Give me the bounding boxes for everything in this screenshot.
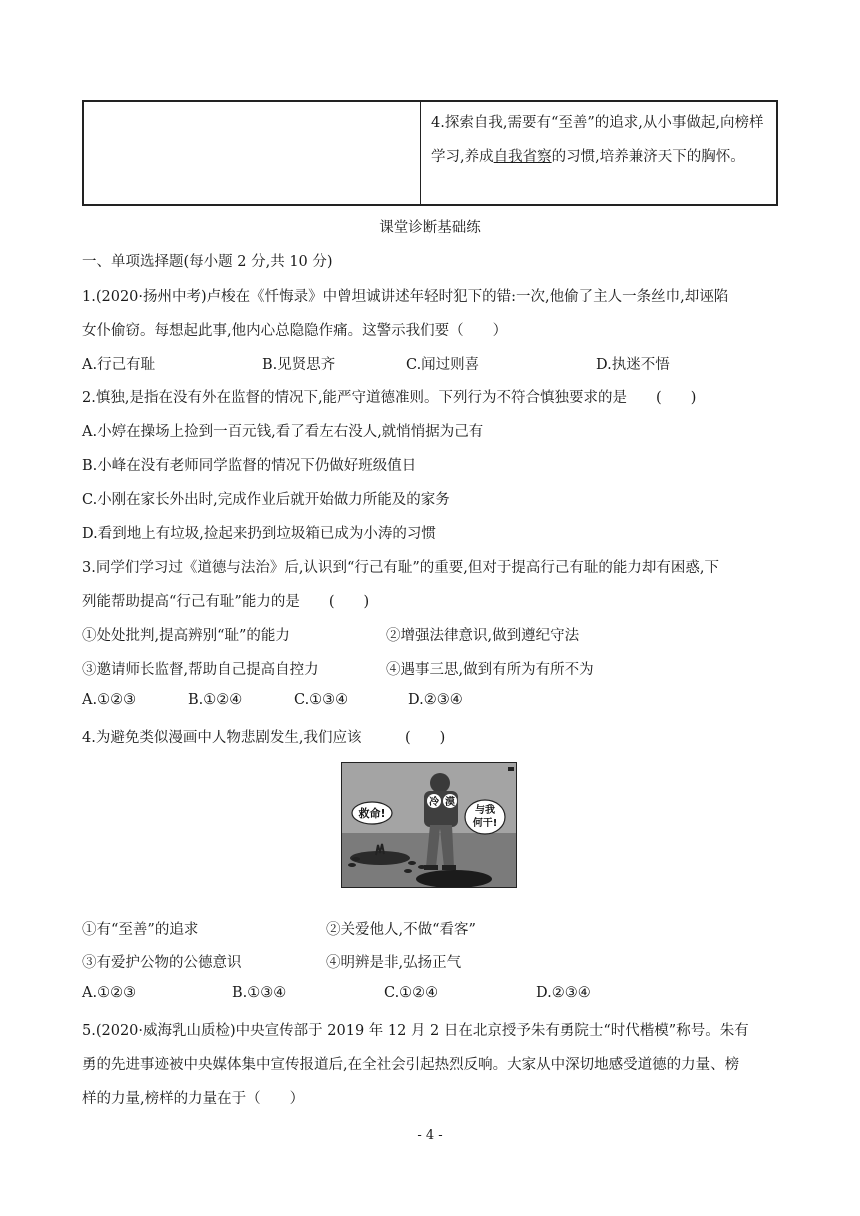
q1-line2: 女仆偷窃。每想起此事,他内心总隐隐作痛。这警示我们要（ ）: [82, 323, 508, 339]
q3-line2: 列能帮助提高“行己有耻”能力的是 ( ): [82, 594, 370, 610]
q1-option-b: B.见贤思齐: [262, 357, 336, 373]
table-right-cell: [421, 102, 776, 204]
q4-option-b: B.①③④: [232, 985, 287, 1001]
cartoon-image: [341, 762, 517, 888]
q4-item-3: ③有爱护公物的公德意识: [82, 955, 242, 971]
q4-option-d: D.②③④: [536, 985, 591, 1001]
page-number: - 4 -: [417, 1128, 443, 1143]
q4-item-1: ①有“至善”的追求: [82, 922, 199, 938]
q2-option-a: A.小婷在操场上捡到一百元钱,看了看左右没人,就悄悄据为己有: [82, 424, 484, 440]
q5-line3: 样的力量,榜样的力量在于（ ）: [82, 1091, 305, 1107]
q2-option-c: C.小刚在家长外出时,完成作业后就开始做力所能及的家务: [82, 492, 450, 508]
q5-line2: 勇的先进事迹被中央媒体集中宣传报道后,在全社会引起热烈反响。大家从中深切地感受道德的力量、榜: [82, 1057, 740, 1073]
cell-text-underlined: 自我省察: [493, 149, 552, 165]
q3-item-1: ①处处批判,提高辨别“耻”的能力: [82, 628, 290, 644]
q1-option-c: C.闻过则喜: [406, 357, 480, 373]
cartoon-drawing: [342, 763, 517, 888]
q3-line1: 3.同学们学习过《道德与法治》后,认识到“行己有耻”的重要,但对于提高行己有耻的能力却有困惑,下: [82, 560, 719, 576]
shirt-text-1: 冷: [429, 797, 439, 808]
shirt-text-2: 漠: [445, 797, 455, 808]
me-bubble-text-1: 与我: [475, 805, 495, 816]
part-heading: 一、单项选择题(每小题 2 分,共 10 分): [82, 254, 333, 270]
q3-option-c: C.①③④: [294, 692, 349, 708]
q4-line1: 4.为避免类似漫画中人物悲剧发生,我们应该 ( ): [82, 730, 446, 746]
q1-option-a: A.行己有耻: [82, 357, 156, 373]
cell-text-pre: 4.探索自我,需要有“至善”的追求,从小事做起,向榜样学习,养成: [431, 115, 764, 165]
q3-item-3: ③邀请师长监督,帮助自己提高自控力: [82, 662, 319, 678]
q3-option-b: B.①②④: [188, 692, 243, 708]
table-left-cell: [84, 102, 421, 204]
q1-line1: 1.(2020·扬州中考)卢梭在《忏悔录》中曾坦诚讲述年轻时犯下的错:一次,他偷了主人一条丝巾,却诬陷: [82, 289, 729, 305]
q4-option-a: A.①②③: [82, 985, 137, 1001]
q3-item-4: ④遇事三思,做到有所为有所不为: [386, 662, 594, 678]
cell-text-post: 的习惯,培养兼济天下的胸怀。: [551, 149, 745, 165]
q4-item-4: ④明辨是非,弘扬正气: [326, 955, 462, 971]
q4-option-c: C.①②④: [384, 985, 439, 1001]
hole-right: [416, 870, 492, 888]
q2-line1: 2.慎独,是指在没有外在监督的情况下,能严守道德准则。下列行为不符合慎独要求的是 ( ): [82, 390, 697, 406]
q3-item-2: ②增强法律意识,做到遵纪守法: [386, 628, 580, 644]
q4-item-2: ②关爱他人,不做“看客”: [326, 922, 476, 938]
q5-line1: 5.(2020·威海乳山质检)中央宣传部于 2019 年 12 月 2 日在北京授予朱有勇院士“时代楷模”称号。朱有: [82, 1023, 749, 1039]
q2-option-d: D.看到地上有垃圾,捡起来扔到垃圾箱已成为小涛的习惯: [82, 526, 436, 542]
q3-option-a: A.①②③: [82, 692, 137, 708]
section-title: 课堂诊断基础练: [379, 220, 481, 236]
q3-option-d: D.②③④: [408, 692, 463, 708]
q2-option-b: B.小峰在没有老师同学监督的情况下仍做好班级值日: [82, 458, 417, 474]
corner-mark: [508, 767, 514, 771]
q1-option-d: D.执迷不悟: [596, 357, 670, 373]
summary-table: [82, 100, 778, 206]
me-bubble-text-2: 何干!: [472, 818, 498, 829]
help-bubble-text: 救命!: [358, 807, 386, 820]
